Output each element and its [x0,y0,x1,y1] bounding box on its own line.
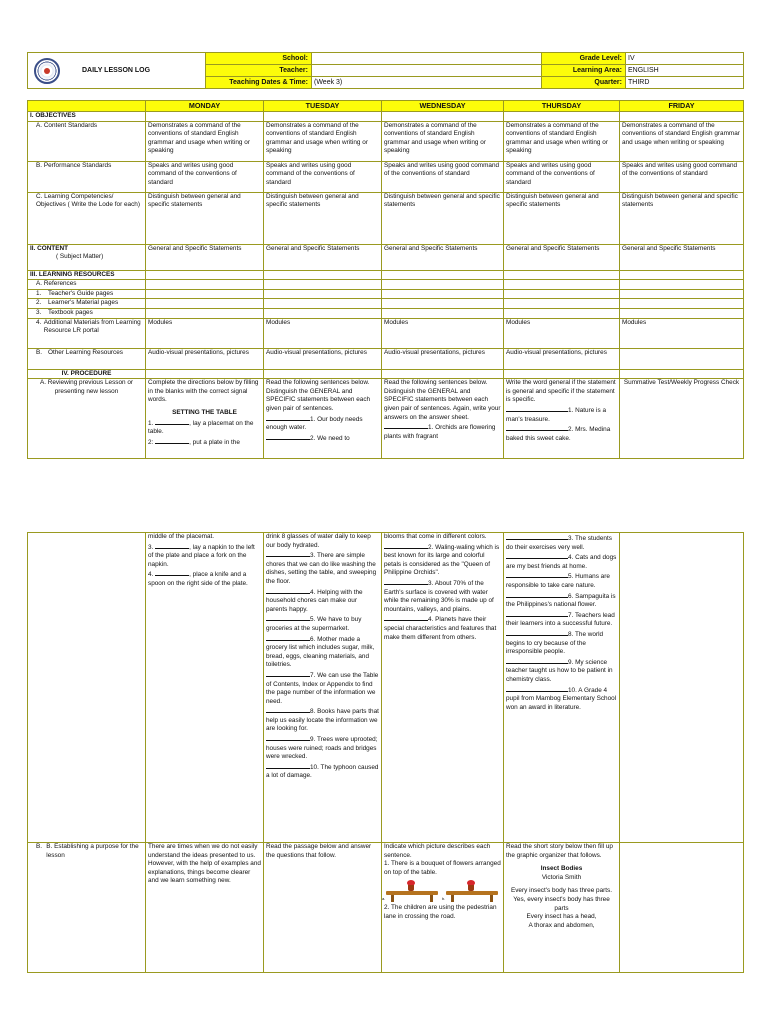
modules-tue: Modules [264,318,382,348]
review-thu: Write the word general if the statement is general and specific if the statement is specific. 1. Nature is a man's treasure. 2. Mrs. Medina baked this sweet cake. [504,379,620,459]
tb-label: 3. Textbook pages [28,308,146,318]
other-fri [620,348,744,369]
header-block [27,52,743,89]
modules-thu: Modules [504,318,620,348]
review-label: A. Reviewing previous Lesson or presenting new lesson [28,379,146,459]
day-tuesday: TUESDAY [264,101,382,112]
logo-cell [28,53,206,89]
content-standards-label: A. Content Standards [28,121,146,161]
review-wed: Read the following sentences below. Distinguish the GENERAL and SPECIFIC statements between each given pair of sentences. Again, write your answers on the answer sheet. 1. Orchids are flowering plants with fragrant [382,379,504,459]
content-label: II. CONTENT [30,244,68,252]
teacher-label: Teacher: [206,65,312,77]
competency-wed: Distinguish between general and specific statements [382,192,504,244]
school-label: School: [206,53,312,65]
review-mon: Complete the directions below by filling in the blanks with the correct signal words. SETTING THE TABLE 1. , lay a placemat on the table. 2: , put a plate in the [146,379,264,459]
day-thursday: THURSDAY [504,101,620,112]
modules-mon: Modules [146,318,264,348]
review-tue-continued: drink 8 glasses of water daily to keep our body hydrated. 3. There are simple chores that we can do like washing the dishes, setting the table, and sweeping the floor. 4. Helping with the household chores can make our parents happy. 5. We have to buy groceries at the supermarket. 6. Mother made a grocery list which includes sugar, milk, bread, eggs, cleaning materials, and toiletries. 7. We can use the Table of Contents, Index or Appendix to find the page number of the information we need. 8. Books have parts that help us easily locate the information we are looking for. 9. Trees were uprooted; houses were ruined; roads and bridges were wrecked. 10. The typhoon caused a lot of damage. [264,533,382,843]
content-std-thu: Demonstrates a command of the conventions of standard English grammar and usage when writing or speaking [504,121,620,161]
other-resources-label: B. Other Learning Resources [28,348,146,369]
header-table [27,52,744,89]
perf-std-tue: Speaks and writes using good command of the conventions of standard [264,161,382,192]
content-wed: General and Specific Statements [382,244,504,270]
content-std-fri: Demonstrates a command of the conventions of standard English grammar and usage when writing or speaking [620,121,744,161]
competencies-label: C. Learning Competencies/ Objectives ( Write the Lode for each) [28,192,146,244]
content-fri: General and Specific Statements [620,244,744,270]
content-sublabel: ( Subject Matter) [56,253,104,261]
setting-table-title: SETTING THE TABLE [172,408,237,416]
resources-heading: III. LEARNING RESOURCES [28,270,146,280]
lesson-table-page2 [27,532,743,973]
story-author: Victoria Smith [541,873,582,881]
flower-table-pictures [382,880,501,902]
modules-wed: Modules [382,318,504,348]
dates-field[interactable]: (Week 3) [312,77,542,89]
review-mon-continued: middle of the placemat. 3. , lay a napkin to the left of the plate and place a fork on the napkin. 4. , place a knife and a spoon on the right side of the plate. [146,533,264,843]
other-thu: Audio-visual presentations, pictures [504,348,620,369]
purpose-label: B. B. Establishing a purpose for the lesson [28,843,146,973]
story-title: Insect Bodies [540,865,583,873]
additional-materials-label: 4. Additional Materials from Learning Resource LR portal [28,318,146,348]
quarter-label: Quarter: [542,77,626,89]
lesson-table [27,100,744,459]
review-fri: Summative Test/Weekly Progress Check [620,379,744,459]
content-label-cell [28,244,146,270]
document-title: DAILY LESSON LOG [82,67,151,74]
area-field[interactable]: ENGLISH [626,65,744,77]
dates-label: Teaching Dates & Time: [206,77,312,89]
procedure-heading: IV. PROCEDURE [28,369,146,379]
objectives-heading: I. OBJECTIVES [28,112,146,122]
lesson-table-continued [27,532,744,973]
performance-standards-label: B. Performance Standards [28,161,146,192]
competency-fri: Distinguish between general and specific statements [620,192,744,244]
competency-thu: Distinguish between general and specific statements [504,192,620,244]
content-tue: General and Specific Statements [264,244,382,270]
day-wednesday: WEDNESDAY [382,101,504,112]
purpose-wed: Indicate which picture describes each sentence. 1. There is a bouquet of flowers arranged on top of the table. a. b. 2. The children are using the pedestrian lane in crossing the road. [382,843,504,973]
lm-label: 2. Learner's Material pages [28,299,146,309]
quarter-field[interactable]: THIRD [626,77,744,89]
perf-std-fri: Speaks and writes using good command of the conventions of standard [620,161,744,192]
area-label: Learning Area: [542,65,626,77]
grade-label: Grade Level: [542,53,626,65]
tg-label: 1. Teacher's Guide pages [28,289,146,299]
competency-tue: Distinguish between general and specific statements [264,192,382,244]
deped-seal-icon [34,58,60,84]
teacher-field[interactable] [312,65,542,77]
perf-std-mon: Speaks and writes using good command of the conventions of standard [146,161,264,192]
content-std-tue: Demonstrates a command of the conventions of standard English grammar and usage when writing or speaking [264,121,382,161]
lesson-table-page1 [27,100,743,459]
perf-std-wed: Speaks and writes using good command of the conventions of standard [382,161,504,192]
other-mon: Audio-visual presentations, pictures [146,348,264,369]
references-label: A. References [28,280,146,290]
purpose-mon: There are times when we do not easily understand the ideas presented to us. However, with the help of examples and explanations, things become clearer and we learn something new. [146,843,264,973]
review-thu-continued: 3. The students do their exercises very well. 4. Cats and dogs are my best friends at home. 5. Humans are responsible to take care nature. 6. Sampaguita is the Philippines's national flower. 7. Teachers lead their learners into a successful future. 8. The world begins to cry because of the irresponsible people. 9. My science teacher taught us how to be patient in chemistry class. 10. A Grade 4 pupil from Mambog Elementary School won an award in literature. [504,533,620,843]
corner-cell [28,101,146,112]
review-wed-continued: blooms that come in different colors. 2. Waling-waling which is best known for its large and colorful petals is considered as the "Queen of Philippine Orchids". 3. About 70% of the Earth's surface is covered with water while the remaining 30% is made up of mountains, valleys, and plains. 4. Planets have their special characteristics and features that make them different from others. [382,533,504,843]
other-wed: Audio-visual presentations, pictures [382,348,504,369]
modules-fri: Modules [620,318,744,348]
day-monday: MONDAY [146,101,264,112]
school-field[interactable] [312,53,542,65]
content-mon: General and Specific Statements [146,244,264,270]
content-std-mon: Demonstrates a command of the conventions of standard English grammar and usage when writing or speaking [146,121,264,161]
review-tue: Read the following sentences below. Distinguish the GENERAL and SPECIFIC statements between each given pair of sentences. 1. Our body needs enough water. 2. We need to [264,379,382,459]
purpose-tue: Read the passage below and answer the questions that follow. [264,843,382,973]
content-thu: General and Specific Statements [504,244,620,270]
table-with-vase-icon[interactable]: b. [446,880,498,902]
table-with-flowers-icon[interactable]: a. [386,880,438,902]
perf-std-thu: Speaks and writes using good command of the conventions of standard [504,161,620,192]
content-std-wed: Demonstrates a command of the conventions of standard English grammar and usage when writing or speaking [382,121,504,161]
purpose-thu: Read the short story below then fill up the graphic organizer that follows. Insect Bodies Victoria Smith Every insect's body has three parts. Yes, every insect's body has three parts Every insect has a head, A thorax and abdomen, [504,843,620,973]
day-friday: FRIDAY [620,101,744,112]
other-tue: Audio-visual presentations, pictures [264,348,382,369]
competency-mon: Distinguish between general and specific statements [146,192,264,244]
grade-field[interactable]: IV [626,53,744,65]
